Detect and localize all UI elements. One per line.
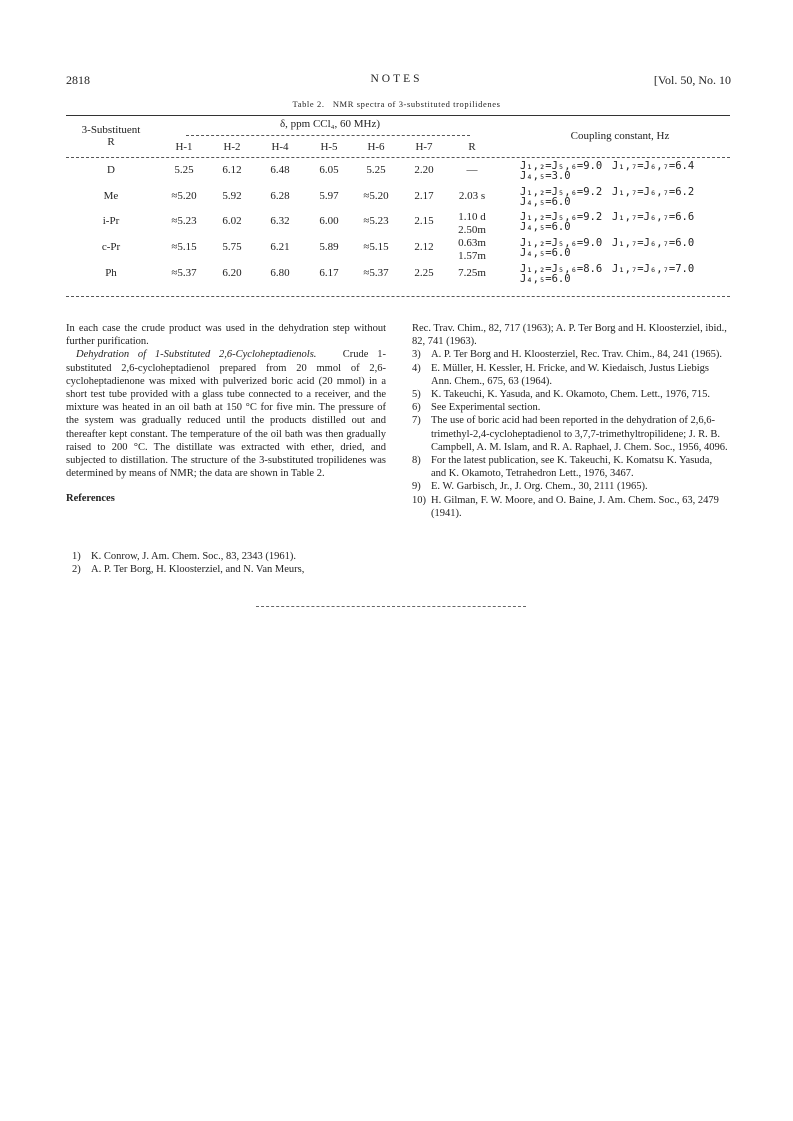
shift-cell: 6.20 [222,267,242,279]
shift-cell: 2.15 [414,215,434,227]
shift-cell: 5.25 [174,164,194,176]
paragraph-2-heading: Dehydration of 1-Substituted 2,6-Cycloheptadienols. [76,349,317,361]
shift-cell: 6.32 [270,215,290,227]
paragraph-1: In each case the crude product was used in the dehydration step without further purification. [66,323,386,348]
shift-cell: 6.48 [270,164,290,176]
r-shift-cell: 1.57m [458,250,486,262]
shift-cell: 6.17 [319,267,339,279]
volume-info: [Vol. 50, No. 10 [653,73,731,87]
shift-cell: ≈5.37 [363,267,389,279]
reference-text: H. Gilman, F. W. Moore, and O. Baine, J. Am. Chem. Soc., 63, 2479 (1941). [431,494,719,519]
shift-cell: ≈5.15 [363,241,389,253]
r-shift-cell: 2.03 s [458,190,486,202]
references-list-left [66,550,386,576]
substituent-cell: c-Pr [101,241,121,253]
reference-text: See Experimental section. [431,402,541,414]
reference-number: 8) [412,455,421,467]
r-shift-cell: — [466,164,478,176]
reference-item [406,362,728,388]
reference-item [406,401,728,414]
paragraph-2-text: Crude 1-substituted 2,6-cycloheptadienol prepared from 20 mmol of 2,6-cycloheptadienone was mixed with pulverized boric acid (20 mmol) in a short test tube provided with a glass tube connected to a receiver, and the mixture was heated in an oil bath at 150 °C for five min. The pressure of the system was gradually reduced until the products distilled out and thereafter kept constant. The temperature of the oil bath was then gradually raised to 200 °C. The distillate was extracted with ether, dried, and subjected to distillation. The structure of the 3-substituted tropilidenes was determined by means of NMR; the data are shown in Table 2. [66,349,386,480]
shift-cell: 5.75 [222,241,242,253]
col-r-header: R [107,136,115,148]
paragraph-2 [66,348,386,480]
shift-cell: 5.97 [319,190,339,202]
reference-item [406,348,728,361]
substituent-cell: Me [103,190,119,202]
body-left-column [66,322,386,506]
table-header-rule [66,157,730,158]
table-caption-label: Table 2. [292,99,325,109]
reference-number: 6) [412,402,421,414]
shift-cell: ≈5.23 [363,215,389,227]
shift-col-header: H-4 [271,141,289,153]
coupling-cell: J₄,₅=6.0 [520,273,571,285]
substituent-cell: Ph [105,267,117,279]
substituent-cell: i-Pr [102,215,120,227]
coupling-cell: J₁,₂=J₅,₆=9.2 [520,211,603,223]
coupling-cell: J₁,₇=J₆,₇=6.0 [612,237,695,249]
table-top-rule [66,115,730,116]
reference-item [406,388,728,401]
r-shift-cell: 1.10 d [458,211,486,223]
shift-cell: 2.12 [414,241,434,253]
shift-cell: 2.25 [414,267,434,279]
table-caption [0,98,793,110]
shift-cell: 6.80 [270,267,290,279]
shift-col-header: R [468,141,476,153]
reference-item [406,322,728,348]
coupling-cell: J₄,₅=6.0 [520,221,571,233]
shift-col-header: H-6 [367,141,385,153]
shift-cell: ≈5.37 [171,267,197,279]
coupling-cell: J₁,₇=J₆,₇=6.4 [612,160,695,172]
coupling-cell: J₁,₂=J₅,₆=9.0 [520,160,603,172]
shift-cell: 2.17 [414,190,434,202]
reference-text: E. Müller, H. Kessler, H. Fricke, and W. Kiedaisch, Justus Liebigs Ann. Chem., 675, 63 (1964). [431,362,709,387]
coupling-cell: J₁,₇=J₆,₇=7.0 [612,263,695,275]
reference-text: A. P. Ter Borg and H. Kloosterziel, Rec. Trav. Chim., 84, 241 (1965). [431,349,723,361]
reference-number: 2) [72,564,81,576]
reference-item [406,454,728,480]
references-list-right [406,322,728,520]
shift-cell: 6.28 [270,190,290,202]
shift-group-rule [186,135,470,136]
reference-item [66,550,386,563]
reference-number: 1) [72,551,81,562]
reference-number: 4) [412,362,421,374]
table-bottom-rule [66,296,730,297]
reference-item [406,480,728,493]
coupling-cell: J₁,₂=J₅,₆=9.2 [520,186,603,198]
references-heading: References [66,493,115,505]
coupling-cell: J₄,₅=6.0 [520,247,571,259]
page-number: 2818 [66,73,90,87]
reference-text: K. Takeuchi, K. Yasuda, and K. Okamoto, Chem. Lett., 1976, 715. [431,389,711,401]
reference-text: Rec. Trav. Chim., 82, 717 (1963); A. P. Ter Borg and H. Kloosterziel, ibid., 82, 741 (1963). [412,323,727,348]
r-shift-cell: 7.25m [458,267,486,279]
shift-cell: ≈5.20 [363,190,389,202]
shift-col-header: H-2 [223,141,241,153]
reference-number: 3) [412,349,421,361]
coupling-constant-header: Coupling constant, Hz [570,130,670,142]
shift-cell: 6.12 [222,164,242,176]
chemical-shift-group-header: δ, ppm CCl₄, 60 MHz) [279,118,381,130]
shift-cell: 5.92 [222,190,242,202]
shift-col-header: H-7 [415,141,433,153]
shift-col-header: H-1 [175,141,193,153]
reference-number: 9) [412,481,421,493]
coupling-cell: J₁,₂=J₅,₆=8.6 [520,263,603,275]
col-substituent-header: 3-Substituent [81,124,141,136]
coupling-cell: J₁,₇=J₆,₇=6.6 [612,211,695,223]
reference-text: E. W. Garbisch, Jr., J. Org. Chem., 30, 2111 (1965). [431,481,648,493]
reference-item [66,563,386,576]
shift-cell: 6.02 [222,215,242,227]
shift-cell: 5.89 [319,241,339,253]
reference-text: For the latest publication, see K. Takeuchi, K. Komatsu K. Yasuda, and K. Okamoto, Tetrahedron Lett., 1976, 3467. [431,455,713,480]
shift-cell: 6.05 [319,164,339,176]
r-shift-cell: 2.50m [458,224,486,236]
coupling-cell: J₁,₇=J₆,₇=6.2 [612,186,695,198]
reference-text: A. P. Ter Borg, H. Kloosterziel, and N. Van Meurs, [91,564,305,576]
shift-cell: 6.00 [319,215,339,227]
coupling-cell: J₄,₅=6.0 [520,196,571,208]
shift-cell: 6.21 [270,241,290,253]
reference-number: 10) [412,494,426,506]
shift-col-header: H-5 [320,141,338,153]
coupling-cell: J₁,₂=J₅,₆=9.0 [520,237,603,249]
shift-cell: 5.25 [366,164,386,176]
reference-number: 7) [412,415,421,427]
end-rule [256,606,526,607]
reference-text: K. Conrow, J. Am. Chem. Soc., 83, 2343 (1961). [91,551,296,562]
r-shift-cell: 0.63m [458,237,486,249]
shift-cell: ≈5.15 [171,241,197,253]
table-caption-text: NMR spectra of 3-substituted tropilidenes [332,99,501,109]
shift-cell: ≈5.23 [171,215,197,227]
reference-item [406,494,728,520]
reference-number: 5) [412,389,421,401]
reference-item [406,414,728,454]
shift-cell: 2.20 [414,164,434,176]
substituent-cell: D [107,164,115,176]
running-title: NOTES [370,73,423,85]
reference-text: The use of boric acid had been reported in the dehydration of 2,6,6-trimethyl-2,4-cycloheptadienol to 3,7,7-trimethyltropilidene; J. R. B. Campbell, A. M. Islam, and R. A. Raphael, J. Chem. Soc., 1956, 4096. [431,415,728,453]
coupling-cell: J₄,₅=3.0 [520,170,571,182]
shift-cell: ≈5.20 [171,190,197,202]
